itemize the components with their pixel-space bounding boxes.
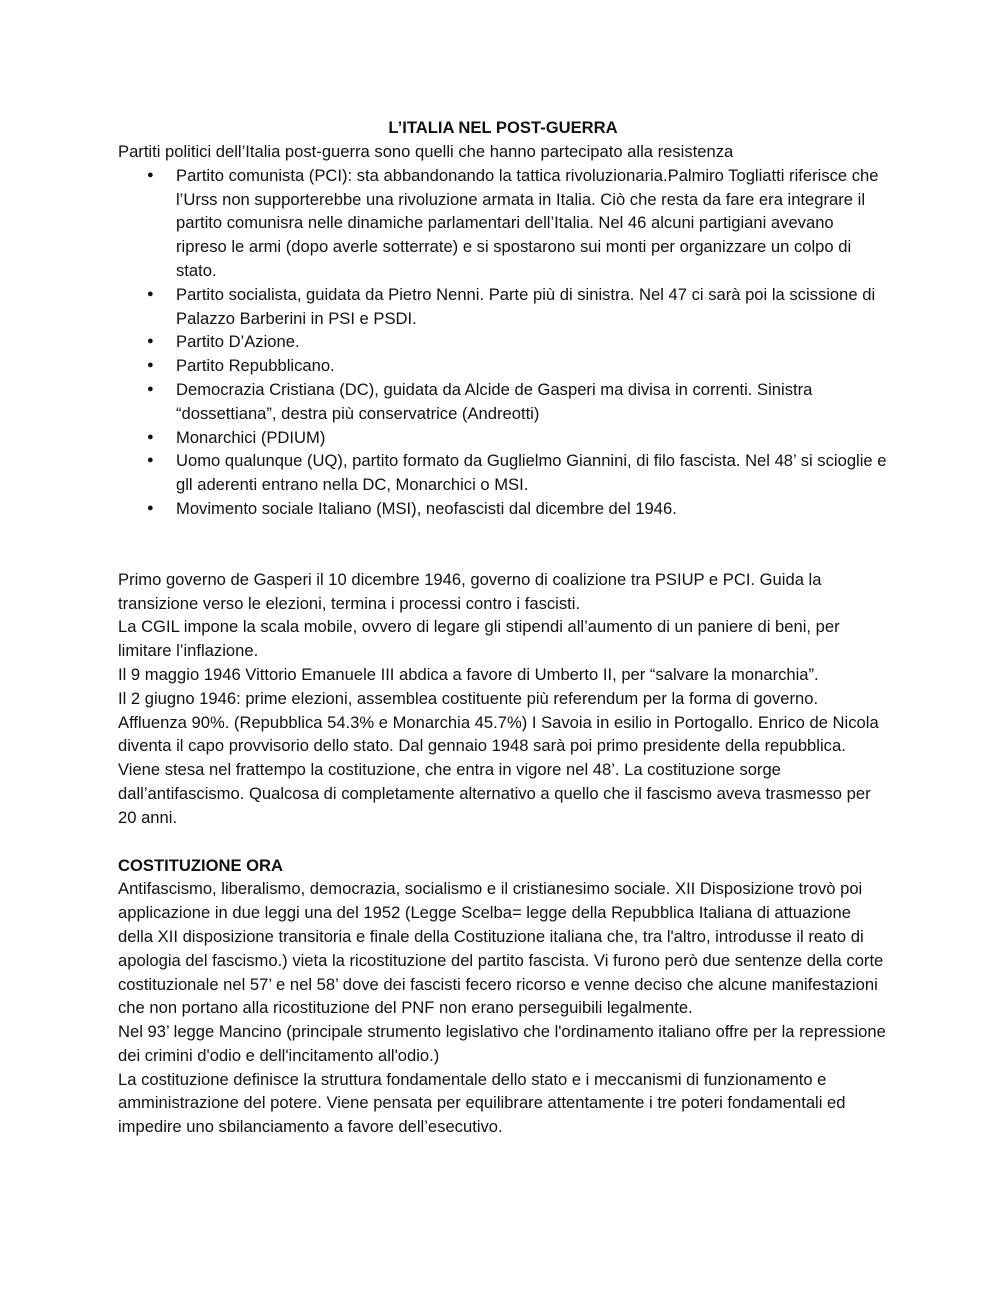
paragraph-mancino-law: Nel 93’ legge Mancino (principale strumento legislativo che l'ordinamento italiano offre per la repressione dei crimini d'odio e dell'incitamento all'odio.): [118, 1022, 886, 1065]
document-page: [118, 116, 888, 1139]
spacer: [118, 830, 888, 854]
list-item: ● Movimento sociale Italiano (MSI), neofascisti dal dicembre del 1946.: [118, 497, 888, 521]
list-item: ● Partito comunista (PCI): sta abbandonando la tattica rivoluzionaria.Palmiro Togliatti riferisce che l’Urss non supporterebbe una rivoluzione armata in Italia. Ciò che resta da fare era integrare il partito comunisra nelle dinamiche parlamentari dell’Italia. Nel 46 alcuni partigiani avevano ripreso le armi (dopo averle sotterrate) e si spostarono sui monti per organizzare un colpo di stato.: [118, 164, 888, 283]
list-item: ● Monarchici (PDIUM): [118, 426, 888, 450]
paragraph-cgil: La CGIL impone la scala mobile, ovvero di legare gli stipendi all’aumento di un paniere di beni, per limitare l’inflazione.: [118, 617, 840, 661]
parties-list: [118, 164, 888, 521]
paragraph-first-government: Primo governo de Gasperi il 10 dicembre 1946, governo di coalizione tra PSIUP e PCI. Guida la transizione verso le elezioni, termina i processi contro i fascisti.: [118, 569, 822, 613]
document-title: L’ITALIA NEL POST-GUERRA: [388, 118, 618, 137]
list-item: ● Partito Repubblicano.: [118, 354, 888, 378]
paragraph-constitution: La costituzione definisce la struttura fondamentale dello stato e i meccanismi di funzionamento e amministrazione del potere. Viene pensata per equilibrare attentamente i tre poteri fondamentali ed impedire uno sbilanciamento a favore dell’esecutivo.: [118, 1069, 846, 1137]
paragraph-antifascism: Antifascismo, liberalismo, democrazia, socialismo e il cristianesimo sociale. XII Disposizione trovò poi applicazione in due leggi una del 1952 (Legge Scelba= legge della Repubblica Italiana di attuazione della XII disposizione transitoria e finale della Costituzione italiana che, tra l'altro, introdusse il reato di apologia del fascismo.) vieta la ricostituzione del partito fascista. Vi furono però due sentenze della corte costituzionale nel 57’ e nel 58’ dove dei fascisti fecero ricorso e venne deciso che alcune manifestazioni che non portano alla ricostituzione del PNF non erano perseguibili legalmente.: [118, 879, 884, 1018]
section-heading: COSTITUZIONE ORA: [118, 855, 284, 875]
list-item: ● Partito socialista, guidata da Pietro Nenni. Parte più di sinistra. Nel 47 ci sarà poi la scissione di Palazzo Barberini in PSI e PSDI.: [118, 283, 888, 331]
paragraph-elections: Il 2 giugno 1946: prime elezioni, assemblea costituente più referendum per la forma di governo. Affluenza 90%. (Repubblica 54.3% e Monarchia 45.7%) I Savoia in esilio in Portogallo. Enrico de Nicola diventa il capo provvisorio dello stato. Dal gennaio 1948 sarà poi primo presidente della repubblica. Viene stesa nel frattempo la costituzione, che entra in vigore nel 48’. La costituzione sorge dall’antifascismo. Qualcosa di completamente alternativo a quello che il fascismo aveva trasmesso per 20 anni.: [118, 688, 879, 827]
intro-paragraph: Partiti politici dell’Italia post-guerra sono quelli che hanno partecipato alla resistenza: [118, 142, 734, 161]
spacer: [118, 521, 888, 568]
list-item: ● Uomo qualunque (UQ), partito formato da Guglielmo Giannini, di filo fascista. Nel 48’ si scioglie e gll aderenti entrano nella DC, Monarchici o MSI.: [118, 449, 888, 497]
list-item: ● Partito D’Azione.: [118, 330, 888, 354]
paragraph-abdication: Il 9 maggio 1946 Vittorio Emanuele III abdica a favore di Umberto II, per “salvare la monarchia”.: [118, 664, 819, 684]
list-item: ● Democrazia Cristiana (DC), guidata da Alcide de Gasperi ma divisa in correnti. Sinistra “dossettiana”, destra più conservatrice (Andreotti): [118, 378, 888, 426]
